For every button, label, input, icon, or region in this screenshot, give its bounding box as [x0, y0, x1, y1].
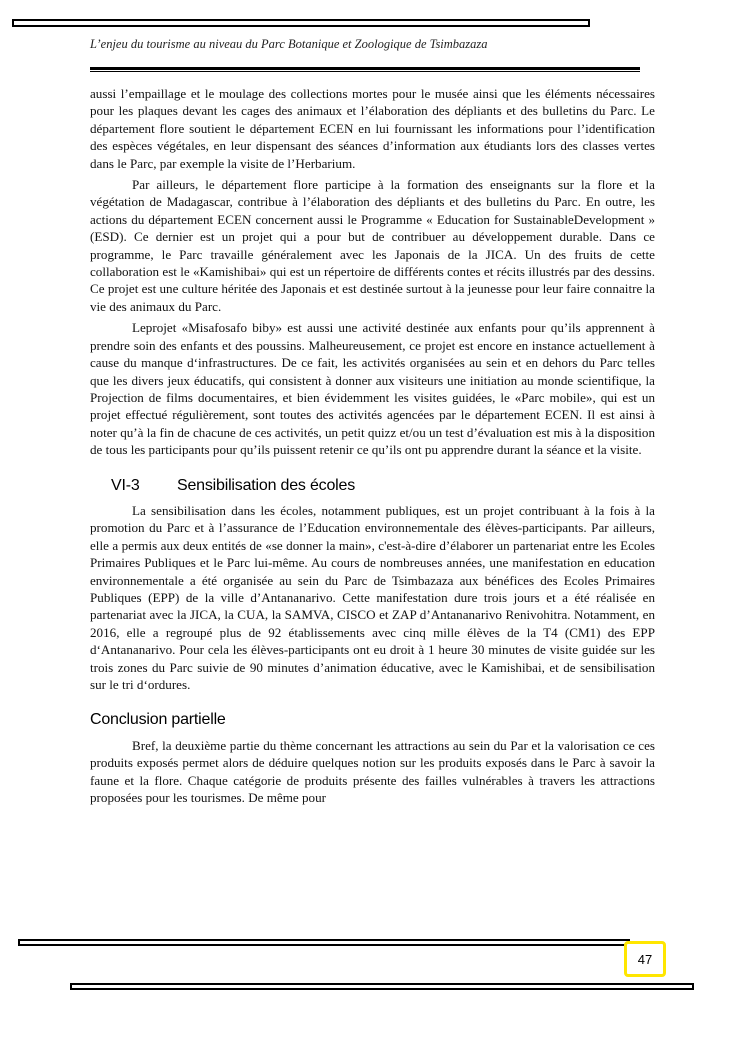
header-frame — [12, 19, 590, 27]
page-number-box — [624, 941, 666, 977]
header-rule — [90, 67, 640, 72]
paragraph-2: Par ailleurs, le département flore participe à la formation des enseignants sur la flore et la végétation de Madagascar, contribue à l’élaboration des dépliants et des bulletins du Parc. En outre, les actions du département ECEN concernent aussi le Programme « Education for SustainableDevelopment » (ESD). Ce dernier est un projet qui a pour but de contribuer au développement durable. Dans ce programme, le Parc travaille généralement avec les Japonais de la JICA. Un des fruits de cette collaboration est le «Kamishibai» qui est un répertoire de différents contes et récits illustrés par des dessins. Ce projet est une culture héritée des Japonais et est destinée surtout à la jeunesse pour leur faire connaitre la vie des animaux du Parc. — [90, 177, 655, 314]
section-number: VI-3 — [111, 476, 140, 494]
running-header-title: L’enjeu du tourisme au niveau du Parc Botanique et Zoologique de Tsimbazaza — [90, 37, 488, 51]
footer-frame-bottom — [70, 983, 694, 990]
paragraph-4: La sensibilisation dans les écoles, notamment publiques, est un projet contribuant à la fois à la promotion du Parc et à l’assurance de l’Education environnementale des élèves-participants. Par ailleurs, elle a permis aux deux entités de «se donner la main», c'est-à-dire d’élaborer un partenariat entre les Ecoles Primaires Publiques et le Parc lui-même. Au cours de nombreuses années, une manifestation en education environnementale a été organisée au sein du Parc de Tsimbazaza aux bénéfices des Ecoles Primaires Publiques (EPP) de la ville d’Antananarivo. Cette manifestation dure trois jours et a été réalisée en partenariat avec la JICA, la CUA, la SAMVA, CISCO et ZAP d’Antananarivo Renivohitra. Notamment, en 2016, elle a regroupé plus de 92 établissements avec cinq mille élèves de la T4 (CM1) des EPP d‘Antananarivo. Pour cela les élèves-participants ont eu droit à 1 heure 30 minutes de visite guidée sur les trois zones du Parc suivie de 90 minutes d’animation éducative, avec le Kamishibai, et de sensibilisation sur le tri d‘ordures. — [90, 502, 655, 692]
paragraph-3: Leprojet «Misafosafo biby» est aussi une activité destinée aux enfants pour qu’ils apprennent à prendre soin des enfants et des poussins. Malheureusement, ce projet est encore en instance actuellement à cause du manque d‘infrastructures. De ce fait, les activités organisées au sein et en dehors du Parc telles que les divers jeux éducatifs, qui consistent à donner aux visiteurs une initiation au monde scientifique, la Projection de films documentaires, et bien évidemment les visites guidées, le «Parc mobile», qui est un projet effectué régulièrement, sont toutes des activités agencées par le département ECEN. Il est ainsi à noter qu’à la fin de chacune de ces activités, un petit quizz et/ou un test d’évaluation est mis à la disposition de tous les participants pour qu’ils puissent retenir ce qu’ils ont pu apprendre durant la séance et la visite. — [90, 320, 655, 458]
section-heading — [90, 477, 655, 494]
paragraph-1: aussi l’empaillage et le moulage des collections mortes pour le musée ainsi que les éléments nécessaires pour les plaques devant les cages des animaux et l’élaboration des dépliants et des bulletins du Parc. Le département flore soutient le département ECEN en lui fournissant les informations pour l’identification des espèces végétales, en leur dispensant des séances d’information aux étudiants lors des classes vertes dans le Parc, par exemple la visite de l’Herbarium. — [90, 86, 655, 171]
footer-frame-top — [18, 939, 630, 946]
section-title: Sensibilisation des écoles — [177, 476, 356, 494]
paragraph-5: Bref, la deuxième partie du thème concernant les attractions au sein du Par et la valorisation ce ces produits exposés permet alors de déduire quelques notion sur les produits exposés dans le Parc à savoir la faune et la flore. Chaque catégorie de produits présente des failles vulnérables à travers les attractions proposées pour les tourismes. De même pour — [90, 737, 655, 806]
page-number: 47 — [637, 951, 653, 967]
conclusion-heading: Conclusion partielle — [90, 711, 226, 729]
page-body — [90, 85, 655, 810]
